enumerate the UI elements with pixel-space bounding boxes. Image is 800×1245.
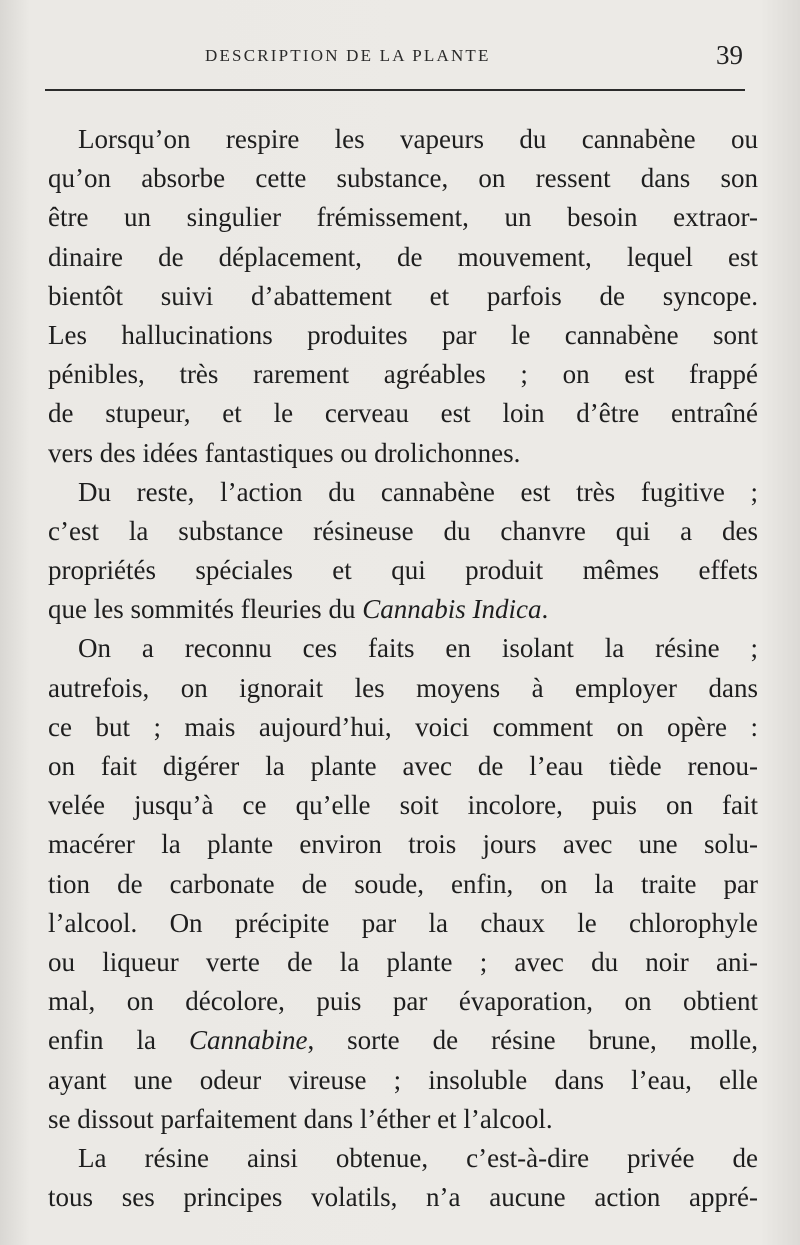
body-text bbox=[48, 120, 758, 1217]
text-segment: enfin la bbox=[48, 1025, 189, 1056]
text-line: On a reconnu ces faits en isolant la résine ; bbox=[78, 633, 758, 664]
text-line: propriétés spéciales et qui produit mêmes effets bbox=[48, 555, 758, 586]
text-line: La résine ainsi obtenue, c’est-à-dire privée de bbox=[78, 1142, 758, 1173]
text-line: ayant une odeur vireuse ; insoluble dans l’eau, elle bbox=[48, 1064, 758, 1095]
text-segment: que les sommités fleuries du bbox=[48, 594, 363, 625]
text-line: qu’on absorbe cette substance, on ressent dans son bbox=[48, 163, 758, 194]
text-line: autrefois, on ignorait les moyens à employer dans bbox=[48, 672, 758, 703]
text-line: on fait digérer la plante avec de l’eau tiède renou- bbox=[48, 751, 758, 781]
text-line: mal, on décolore, puis par évaporation, on obtient bbox=[48, 986, 758, 1017]
text-line: pénibles, très rarement agréables ; on est frappé bbox=[48, 359, 758, 390]
italic-term: Cannabine bbox=[188, 1025, 308, 1056]
page-header bbox=[45, 40, 755, 80]
text-line: ce but ; mais aujourd’hui, voici comment on opère : bbox=[48, 711, 758, 742]
text-line: tion de carbonate de soude, enfin, on la traite par bbox=[48, 868, 758, 899]
text-line: de stupeur, et le cerveau est loin d’être entraîné bbox=[48, 398, 758, 429]
text-line: se dissout parfaitement dans l’éther et l’alcool. bbox=[48, 1103, 553, 1134]
text-line: macérer la plante environ trois jours avec une solu- bbox=[48, 829, 758, 860]
text-line: l’alcool. On précipite par la chaux le chlorophyle bbox=[48, 907, 758, 938]
text-segment: , sorte de résine brune, molle, bbox=[307, 1025, 758, 1056]
text-line: ou liqueur verte de la plante ; avec du noir ani- bbox=[48, 946, 758, 977]
text-line: Les hallucinations produites par le cannabène sont bbox=[48, 319, 758, 350]
text-line: Lorsqu’on respire les vapeurs du cannabène ou bbox=[78, 124, 758, 154]
text-line: être un singulier frémissement, un besoin extraor- bbox=[48, 202, 758, 233]
text-line bbox=[48, 590, 758, 629]
text-line: Du reste, l’action du cannabène est très fugitive ; bbox=[78, 476, 758, 507]
text-line: tous ses principes volatils, n’a aucune action appré- bbox=[48, 1182, 758, 1213]
text-segment: . bbox=[541, 594, 549, 625]
text-line: c’est la substance résineuse du chanvre qui a des bbox=[48, 515, 758, 546]
text-line: bientôt suivi d’abattement et parfois de syncope. bbox=[48, 280, 758, 311]
text-line: dinaire de déplacement, de mouvement, lequel est bbox=[48, 241, 758, 272]
text-line: velée jusqu’à ce qu’elle soit incolore, puis on fait bbox=[48, 790, 758, 821]
text-line bbox=[48, 1021, 758, 1060]
header-rule bbox=[45, 89, 745, 91]
running-title: DESCRIPTION DE LA PLANTE bbox=[205, 46, 491, 65]
text-line: vers des idées fantastiques ou drolichonnes. bbox=[48, 437, 521, 468]
italic-term: Cannabis Indica bbox=[362, 594, 542, 625]
page-number: 39 bbox=[716, 40, 743, 70]
